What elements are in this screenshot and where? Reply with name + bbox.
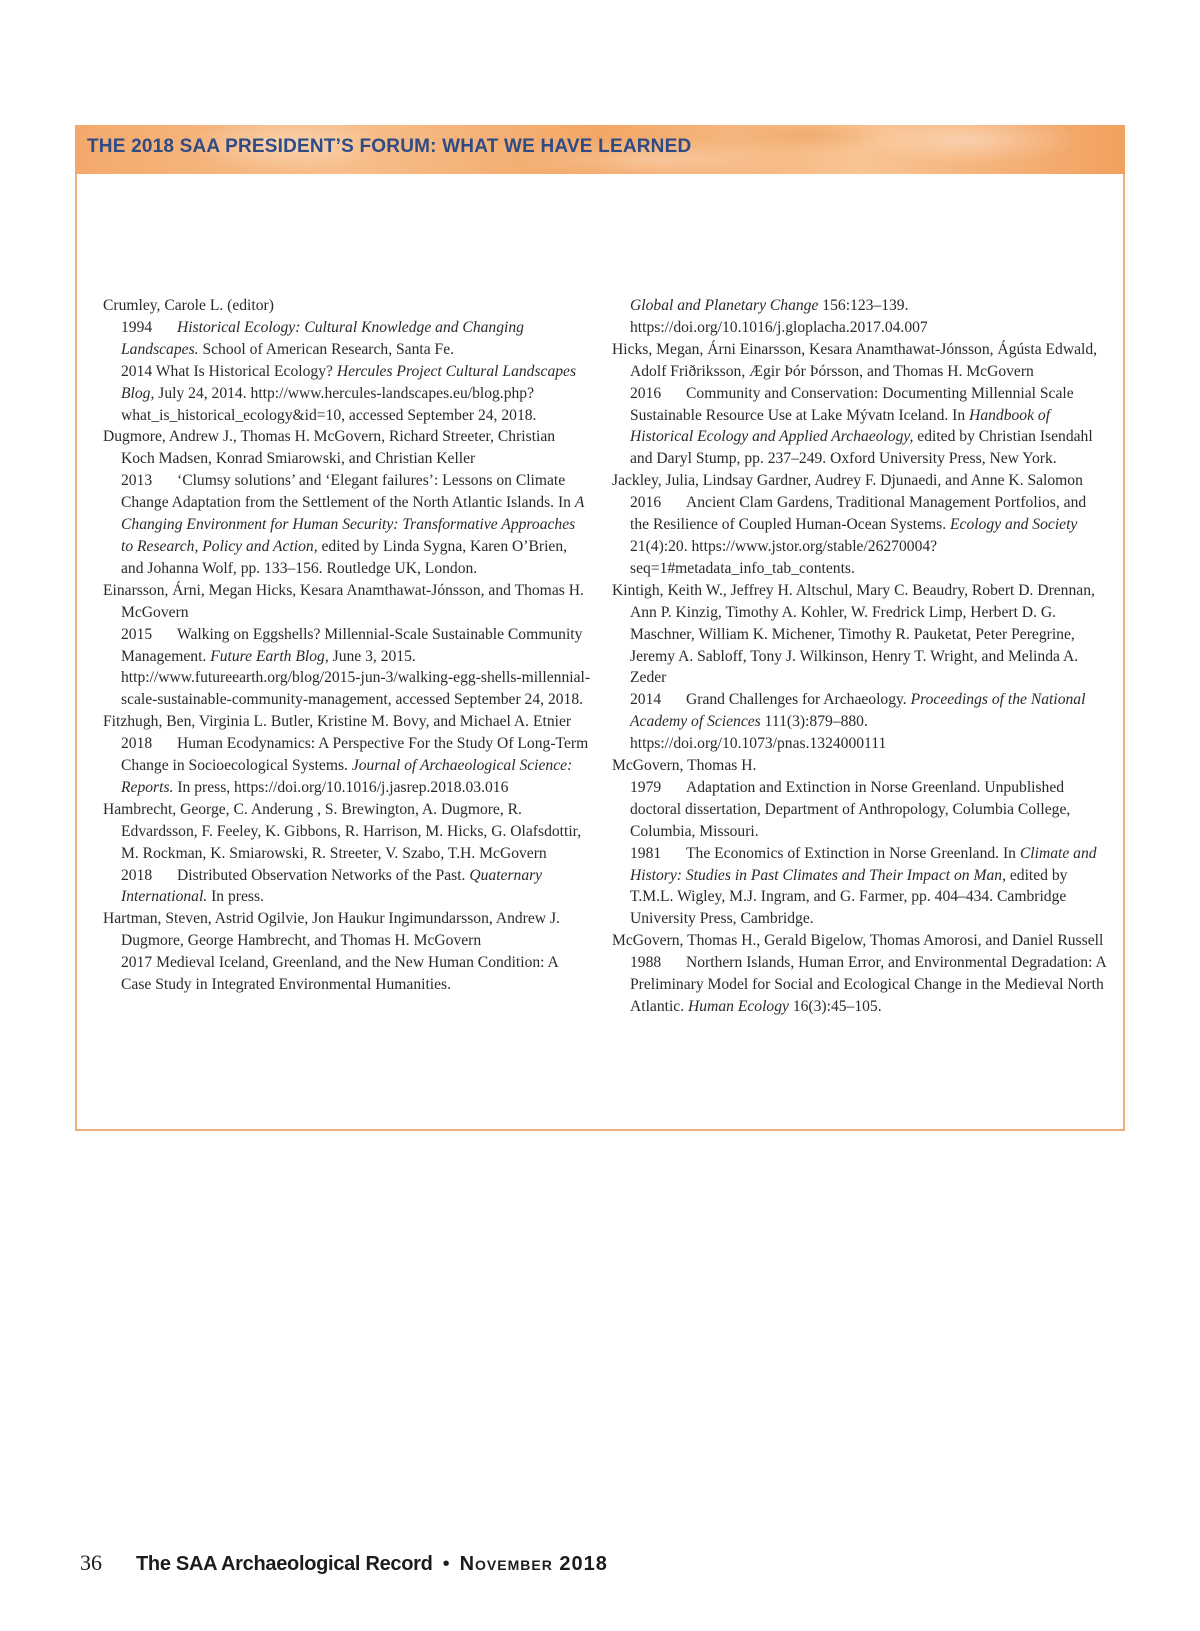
reference-entry-fitzhugh — [103, 711, 591, 799]
reference-details: In press, https://doi.org/10.1016/j.jasrep.2018.03.016 — [173, 778, 509, 796]
footer-separator: • — [442, 1553, 450, 1575]
reference-citation — [612, 383, 1106, 471]
reference-article: What Is Historical Ecology? — [152, 362, 337, 380]
reference-citation — [612, 492, 1106, 580]
reference-title: Ecology and Society — [950, 516, 1078, 534]
reference-author: Hicks, Megan, Árni Einarsson, Kesara Anamthawat-Jónsson, Ágústa Edwald, Adolf Friðriksson, Ægir Þór Þórsson, and Thomas H. McGovern — [612, 340, 1098, 380]
reference-entry-einarsson — [103, 580, 591, 711]
reference-citation — [612, 952, 1106, 1018]
reference-entry-hambrecht — [103, 799, 591, 909]
reference-year: 2016 — [630, 494, 662, 512]
issue-date: November 2018 — [459, 1553, 608, 1575]
reference-title: Future Earth Blog, — [210, 647, 329, 665]
reference-year: 2013 — [121, 472, 153, 490]
reference-entry-hartman — [103, 908, 591, 996]
reference-article: The Economics of Extinction in Norse Greenland. In — [686, 844, 1020, 862]
reference-author: Kintigh, Keith W., Jeffrey H. Altschul, Mary C. Beaudry, Robert D. Drennan, Ann P. Kinzig, Timothy A. Kohler, W. Fredrick Limp, Herbert D. G. Maschner, William K. Michener, Timothy R. Pauketat, Peter Peregrine, Jeremy A. Sabloff, Tony J. Wilkinson, Henry T. Wright, and Melinda A. Zeder — [612, 581, 1095, 687]
reference-article: Human Ecodynamics: A Perspective For the Study Of Long-Term Change in Socioecological Systems. — [121, 735, 589, 775]
reference-author: Einarsson, Árni, Megan Hicks, Kesara Anamthawat-Jónsson, and Thomas H. McGovern — [103, 581, 584, 621]
section-title: THE 2018 SAA PRESIDENT’S FORUM: WHAT WE HAVE LEARNED — [87, 136, 692, 157]
reference-citation — [612, 777, 1106, 843]
reference-title: Hercules Project Cultural Landscapes Blog, — [121, 362, 577, 402]
reference-year: 1988 — [630, 954, 662, 972]
reference-year: 1981 — [630, 844, 662, 862]
reference-title: Quaternary International. — [121, 866, 543, 906]
reference-author: Fitzhugh, Ben, Virginia L. Butler, Kristine M. Bovy, and Michael A. Etnier — [103, 713, 572, 731]
reference-entry-crumley — [103, 295, 591, 426]
reference-year: 2014 — [121, 362, 153, 380]
references-left-column — [103, 295, 591, 996]
reference-details: Medieval Iceland, Greenland, and the New Human Condition: A Case Study in Integrated Environmental Humanities. — [121, 954, 558, 994]
reference-entry-mcgovern-2 — [612, 930, 1106, 1018]
reference-citation — [103, 733, 591, 799]
reference-citation — [103, 624, 591, 712]
reference-entry-kintigh — [612, 580, 1106, 755]
reference-title: Human Ecology — [688, 998, 789, 1015]
reference-details: edited by T.M.L. Wigley, M.J. Ingram, and G. Farmer, pp. 404–434. Cambridge University Press, Cambridge. — [630, 866, 1068, 928]
reference-author: McGovern, Thomas H., Gerald Bigelow, Thomas Amorosi, and Daniel Russell — [612, 932, 1104, 950]
reference-year: 2014 — [630, 691, 662, 709]
reference-author: McGovern, Thomas H. — [612, 757, 757, 775]
reference-entry-mcgovern-1 — [612, 755, 1106, 930]
reference-article: Northern Islands, Human Error, and Environmental Degradation: A Preliminary Model for Social and Ecological Change in the Medieval North Atlantic. — [630, 954, 1106, 1015]
reference-year: 2016 — [630, 384, 662, 402]
reference-details: Adaptation and Extinction in Norse Greenland. Unpublished doctoral dissertation, Department of Anthropology, Columbia College, Columbia, Missouri. — [630, 778, 1071, 840]
reference-entry-dugmore — [103, 426, 591, 579]
references-right-column — [612, 295, 1106, 1018]
reference-year: 1994 — [121, 318, 153, 336]
reference-article: ‘Clumsy solutions’ and ‘Elegant failures’: Lessons on Climate Change Adaptation from the Settlement of the North Atlantic Islands. In — [121, 472, 575, 512]
reference-title: Global and Planetary Change — [630, 297, 819, 314]
reference-continuation — [612, 295, 1106, 339]
reference-entry-hicks — [612, 339, 1106, 470]
page-number: 36 — [80, 1550, 102, 1575]
page-footer — [80, 1550, 608, 1576]
reference-article: Distributed Observation Networks of the Past. — [177, 866, 470, 884]
reference-author: Hambrecht, George, C. Anderung , S. Brewington, A. Dugmore, R. Edvardsson, F. Feeley, K. Gibbons, R. Harrison, M. Hicks, G. Olafsdottir, M. Rockman, K. Smiarowski, R. Streeter, V. Szabo, T.H. McGovern — [103, 800, 582, 862]
reference-author: Hartman, Steven, Astrid Ogilvie, Jon Haukur Ingimundarsson, Andrew J. Dugmore, George Hambrecht, and Thomas H. McGovern — [103, 910, 560, 950]
reference-author: Jackley, Julia, Lindsay Gardner, Audrey F. Djunaedi, and Anne K. Salomon — [612, 472, 1083, 490]
reference-year: 1979 — [630, 778, 662, 796]
reference-details: School of American Research, Santa Fe. — [198, 340, 455, 358]
reference-year: 2017 — [121, 954, 153, 972]
reference-article: Walking on Eggshells? Millennial-Scale Sustainable Community Management. — [121, 625, 583, 665]
reference-details: July 24, 2014. http://www.hercules-landscapes.eu/blog.php?what_is_historical_ecology&id=10, accessed September 24, 2018. — [121, 384, 537, 424]
reference-year: 2018 — [121, 735, 153, 753]
reference-details: 21(4):20. https://www.jstor.org/stable/26270004?seq=1#metadata_info_tab_contents. — [630, 537, 938, 577]
reference-details: edited by Christian Isendahl and Daryl Stump, pp. 237–249. Oxford University Press, New York. — [630, 428, 1093, 468]
reference-citation — [103, 952, 591, 996]
reference-article: Ancient Clam Gardens, Traditional Management Portfolios, and the Resilience of Coupled Human-Ocean Systems. — [630, 494, 1087, 534]
publication-name: The SAA Archaeological Record — [136, 1553, 433, 1575]
reference-year: 2015 — [121, 625, 153, 643]
reference-citation — [103, 865, 591, 909]
reference-title: Handbook of Historical Ecology and Applied Archaeology, — [630, 406, 1051, 446]
reference-details: 16(3):45–105. — [788, 998, 882, 1015]
reference-entry-jackley — [612, 470, 1106, 580]
reference-citation — [103, 317, 591, 361]
reference-details: June 3, 2015. http://www.futureearth.org/blog/2015-jun-3/walking-egg-shells-millennial-scale-sustainable-community-management, accessed September 24, 2018. — [121, 647, 591, 709]
reference-title: Journal of Archaeological Science: Reports. — [121, 757, 573, 796]
reference-citation — [612, 689, 1106, 755]
reference-details: In press. — [207, 888, 264, 906]
reference-details: 111(3):879–880. https://doi.org/10.1073/pnas.1324000111 — [630, 713, 887, 753]
reference-citation — [612, 843, 1106, 931]
reference-title: A Changing Environment for Human Security: Transformative Approaches to Research, Policy and Action, — [121, 494, 585, 555]
reference-author: Dugmore, Andrew J., Thomas H. McGovern, Richard Streeter, Christian Koch Madsen, Konrad Smiarowski, and Christian Keller — [103, 428, 556, 468]
section-banner — [75, 125, 1125, 174]
reference-article: Community and Conservation: Documenting Millennial Scale Sustainable Resource Use at Lake Mývatn Iceland. In — [630, 384, 1074, 424]
reference-citation — [103, 470, 591, 580]
reference-article: Grand Challenges for Archaeology. — [686, 691, 911, 709]
reference-details: edited by Linda Sygna, Karen O’Brien, and Johanna Wolf, pp. 133–156. Routledge UK, London. — [121, 537, 568, 577]
reference-details: 156:123–139. https://doi.org/10.1016/j.gloplacha.2017.04.007 — [630, 297, 928, 336]
reference-title: Proceedings of the National Academy of Sciences — [630, 691, 1086, 731]
reference-author: Crumley, Carole L. (editor) — [103, 297, 274, 314]
reference-title: Historical Ecology: Cultural Knowledge and Changing Landscapes. — [121, 318, 524, 358]
reference-year: 2018 — [121, 866, 153, 884]
reference-title: Climate and History: Studies in Past Climates and Their Impact on Man, — [630, 844, 1097, 884]
reference-citation — [103, 361, 591, 427]
